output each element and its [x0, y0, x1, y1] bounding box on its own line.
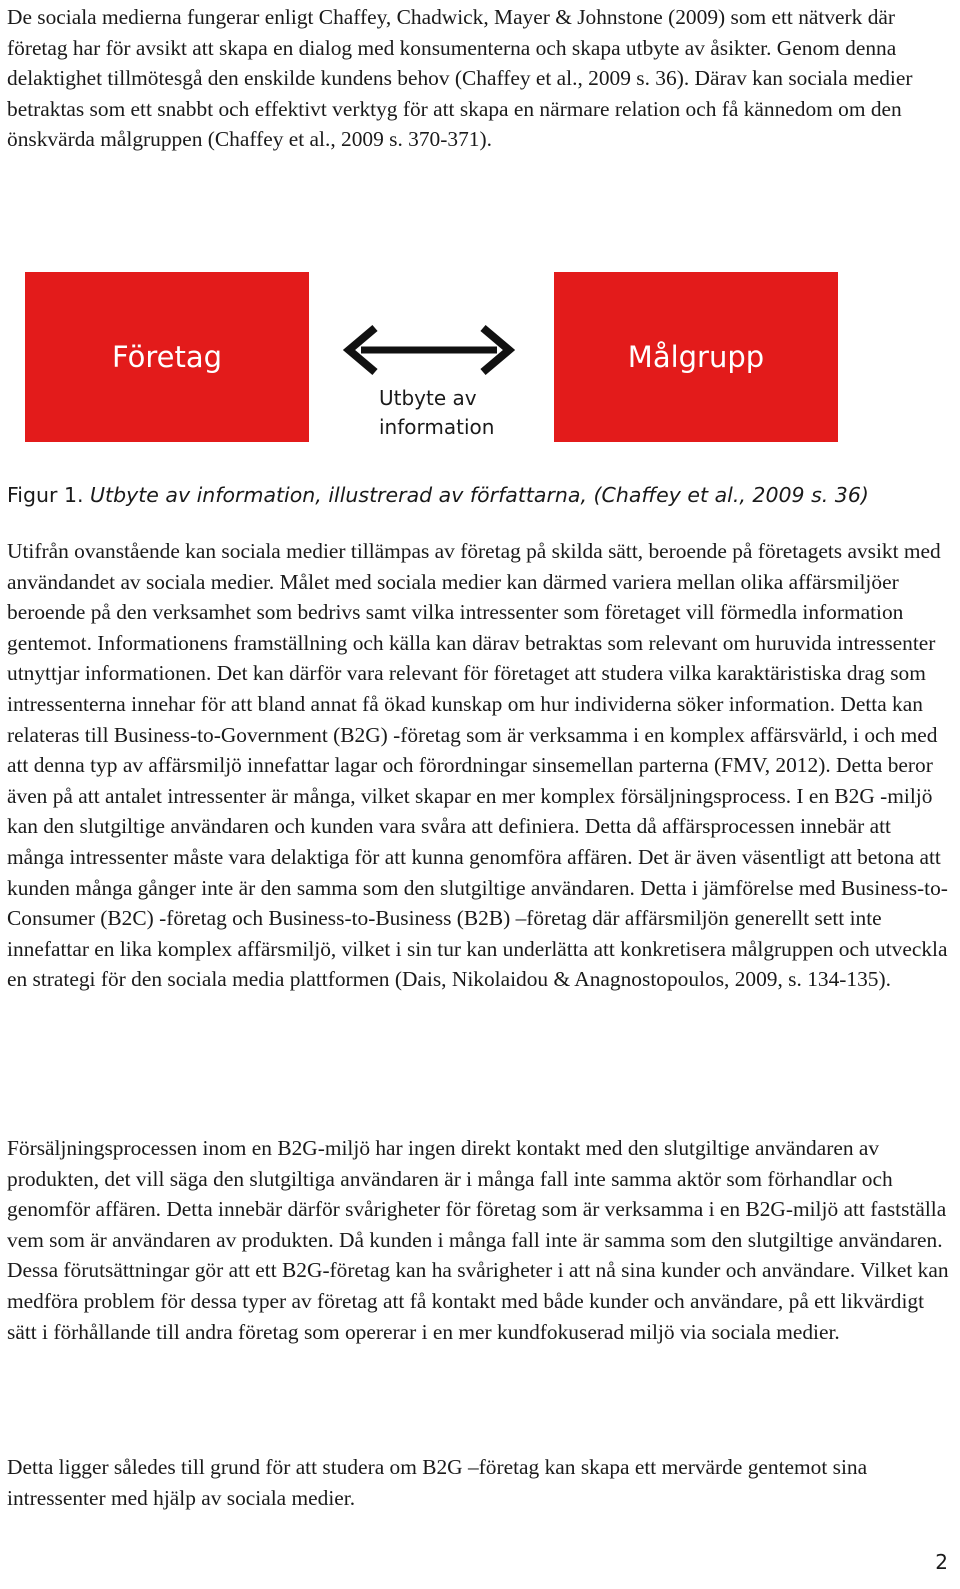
paragraph-b2g: Utifrån ovanstående kan sociala medier tillämpas av företag på skilda sätt, beroende på företagets avsikt med användandet av sociala medier. Målet med sociala medier kan därmed variera mellan olika affärsmiljöer beroende på den verksamhet som bedrivs samt vilka intressenter som företaget vill förmedla information gentemot. Informationens framställning och källa kan därav betraktas som relevant om huruvida intressenter utnyttjar informationen. Det kan därför vara relevant för företaget att studera vilka karaktäristiska drag som intressenterna innehar för att bland annat få ökad kunskap om hur individerna söker information. Detta kan relateras till Business-to-Government (B2G) -företag som är verksamma i en komplex affärsvärld, i och med att denna typ av affärsmiljö innefattar lagar och förordningar sinsemellan parterna (FMV, 2012). Detta beror även på att antalet intressenter är många, vilket skapar en mer komplex försäljningsprocess. I en B2G -miljö kan den slutgiltige användaren och kunden vara svåra att definiera. Detta då affärsprocessen innebär att många intressenter måste vara delaktiga för att kunna genomföra affären. Det är även väsentligt att betona att kunden många gånger inte är den samma som den slutgiltige användaren. Detta i jämförelse med Business-to-Consumer (B2C) -företag och Business-to-Business (B2B) –företag där affärsmiljön generellt sett inte innefattar en lika komplex affärsmiljö, vilket i sin tur kan underlätta att konkretisera målgruppen och utveckla en strategi för den sociala media plattformen (Dais, Nikolaidou & Anagnostopoulos, 2009, s. 134-135). — [7, 539, 948, 992]
paragraph-sales-process: Försäljningsprocessen inom en B2G-miljö har ingen direkt kontakt med den slutgiltige användaren av produkten, det vill säga den slutgiltiga användaren är i många fall inte samma aktör som förhandlar och genomför affären. Detta innebär därför svårigheter för företag som är verksamma i en B2G-miljö att fastställa vem som är användaren av produkten. Då kunden i många fall inte är samma som den slutgiltige användaren. Dessa förutsättningar gör att ett B2G-företag kan ha svårigheter i att nå sina kunder och användare. Vilket kan medföra problem för dessa typer av företag att få kontakt med både kunder och användare, på ett likvärdigt sätt i förhållande till andra företag som opererar i en mer kundfokuserad miljö via sociala medier. — [7, 1136, 949, 1344]
target-group-box-label: Målgrupp — [627, 340, 765, 374]
target-group-box — [554, 272, 838, 442]
figure-caption — [7, 483, 953, 507]
arrow-label-line2: information — [379, 415, 495, 439]
paragraph-intro: De sociala medierna fungerar enligt Chaffey, Chadwick, Mayer & Johnstone (2009) som ett nätverk där företag har för avsikt att skapa en dialog med konsumenterna och skapa utbyte av åsikter. Genom denna delaktighet tillmötesgå den enskilde kundens behov (Chaffey et al., 2009 s. 36). Därav kan sociala medier betraktas som ett snabbt och effektivt verktyg för att skapa en närmare relation och få kännedom om den önskvärda målgruppen (Chaffey et al., 2009 s. 370-371). — [7, 5, 913, 152]
double-headed-arrow-icon — [343, 324, 515, 381]
paragraph-conclusion: Detta ligger således till grund för att studera om B2G –företag kan skapa ett mervärde gentemot sina intressenter med hjälp av sociala medier. — [7, 1455, 868, 1510]
arrow-label-line1: Utbyte av — [379, 386, 477, 410]
company-box — [25, 272, 309, 442]
caption-prefix: Figur 1. — [7, 483, 84, 507]
arrow-label — [379, 384, 494, 442]
figure-information-exchange — [0, 260, 960, 450]
caption-text: Utbyte av information, illustrerad av författarna, (Chaffey et al., 2009 s. 36) — [90, 483, 869, 507]
page-number: 2 — [935, 1550, 948, 1574]
company-box-label: Företag — [111, 340, 223, 374]
